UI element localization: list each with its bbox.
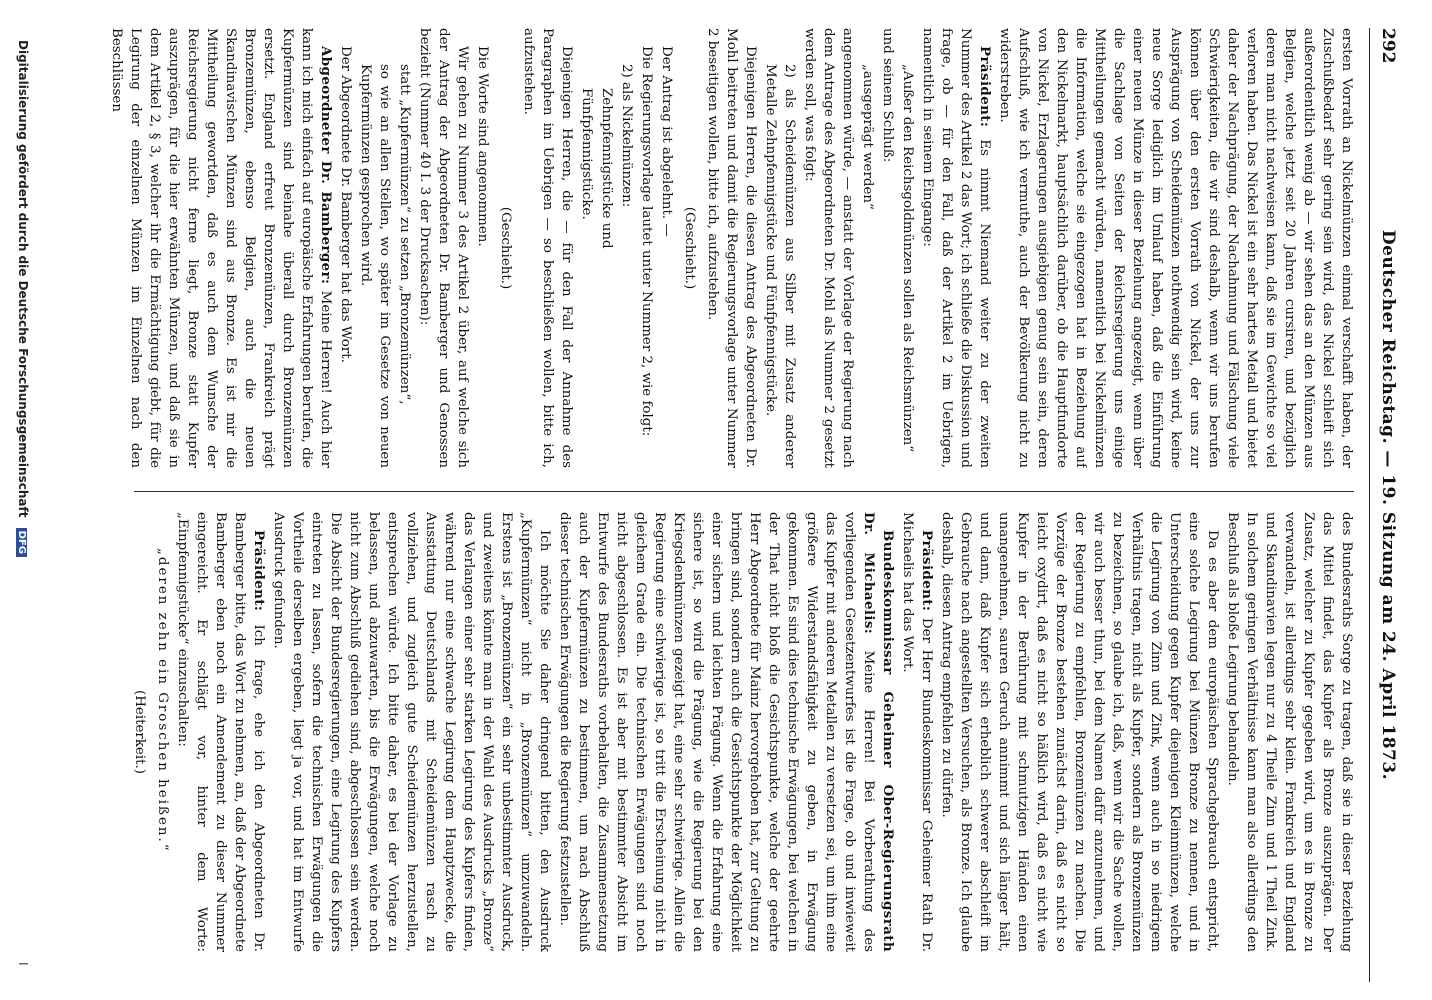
- paragraph: [107, 28, 335, 468]
- quotation: statt „Kupfermünzen“ zu setzen „Bronzemünzen“,: [397, 64, 412, 405]
- paragraph: angenommen würde, — anstatt der Vorlage der Regierung nach dem Antrage des Abgeordneten Dr. Mohl als Nummer 2 gesetzt werden soll, was folgt:: [802, 28, 855, 468]
- stage-direction: (Heiterkeit.): [132, 690, 147, 774]
- quotation: „Außer den Reichsgoldmünzen sollen als Reichsmünzen“: [900, 64, 915, 453]
- list-item: Zehnpfennigstücke und: [599, 88, 614, 249]
- list-item: Fünfpfennigstücke.: [579, 88, 594, 220]
- paragraph: [555, 512, 897, 952]
- paragraph: [898, 512, 936, 952]
- paragraph-text: Meine Herren! Auch hier kann ich mich einfach auf europäische Erfahrungen berufen, die Kupfermünzen sind beinahe überall durch Bronzemünzen ersetzt. England erfreut Bronzemünzen, Frankreich prägt Bronzemünzen, ebenso Belgien, auch die neuen Skandinavischen Münzen sind aus Bronze. Es ist mir die Mittheilung gewortden, daß es auch dem Wunsche der Reichsregierung nicht ferne liegt, Bronze statt Kupfer auszuprägen, für die hier erwähnten Münzen, und daß sie in dem Artikel 2, § 3, welcher ihr die Ermächtigung giebt, für die Legirung der einzelnen Münzen im Einzelnen nach den Beschlüssen: [109, 28, 333, 468]
- paragraph: Diejenigen Herren, die diesen Antrag des Abgeordneten Dr. Mohl beitreten und damit die Regierungsvorlage unter Nummer 2 beseitigen wollen, bitte ich, aufzustehen.: [705, 28, 758, 468]
- paragraph: Ich möchte Sie daher dringend bitten, den Ausdruck „Kupfermünzen“ nicht in „Bronzemünzen“ umzuwandeln. Erstens ist „Bronzemünzen“ ein sehr unbestimmter Ausdruck, und zweitens könnte man in der Wahl des Ausdrucks „Bronze“ das Verlangen einer sehr starken Legirung des Kupfers finden, während nur eine schwache Legirung dem Hauptzwecke, die Ausstattung Deutschlands mit Scheidemünzen rasch zu vollziehen, und zugleich gute Scheidemünzen herzustellen, entsprechen würde. Ich bitte daher, es bei der Vorlage zu belassen, und abzuwarten, bis die Erwägungen, welche noch nicht zum Abschluß gediehen sind, abgeschlossen sein werden. Die Absicht der Bundesregierungen, eine Legirung des Kupfers eintreten zu lassen, sofern die technischen Erwägungen die Vortheile derselben ergeben, liegt ja vor, und hat im Entwurfe Ausdruck gefunden.: [271, 512, 552, 952]
- stage-direction: (Geschieht.): [682, 206, 697, 290]
- paragraph-text: Ich frage, ehe ich den Abgeordneten Dr. Bamberger bitte, das Wort zu nehmen, an, daß der Abgeordnete Bamberger eben noch ein Amendement zu dieser Nummer eingereicht. Er schlägt vor, hinter dem Worte: „Einpfennigstücke“ einzuschalten:: [175, 512, 266, 952]
- speaker-name: Präsident:: [251, 530, 267, 612]
- paragraph: des Bundesraths Sorge zu tragen, daß sie in dieser Beziehung das Mittel findet, das Kupfer als Bronze auszuprägen. Der Zusatz, welcher zu Kupfer gegeben wird, um es in Bronze zu verwandeln, ist allerdings sehr klein. Frankreich und England und Skandinavien legen nur zu 4 Theile Zinn und 1 Theil Zink. In solchem geringen Verhältnisse kann man also allerdings den Beschluß als bloße Legirung behandeln.: [1225, 512, 1354, 952]
- paragraph-text: Meine Herren! Bei Vorberathung des vorliegenden Gesetzentwurfes ist die Frage, ob und inwieweit das Kupfer mit anderen Metallen zu versetzen sei, um ihm eine größere Widerstandsfähigkeit zu geben, in Erwägung gekommen. Es sind dies technische Erwägungen, bei welchen in der That nicht bloß die Gesichtspunkte, welche der geehrte Herr Abgeordnete für Mainz hervorgehoben hat, zur Geltung zu bringen sind, sondern auch die Gesichtspunkte der Möglichkeit einer sichern und leichten Prägung. Wenn die Erfahrung eine sichere ist, so wird die Prägung, wie die Regierung bei den Kriegsdenkmünzen gezeigt hat, eine sehr schwierige. Allein die Regierung eine schwierige ist, so tritt die Erscheinung nicht in gleichem Grade ein. Die technischen Erwägungen sind noch nicht abgeschlossen. Es ist aber mit bestimmter Absicht im Entwurfe des Bundesraths vorbehalten, die Zusammensetzung auch der Kupfermünzen zu bestimmen, um nach Abschluß dieser technischen Erwägungen die Regierung festzustellen.: [557, 512, 876, 952]
- paragraph: Wir gehen zu Nummer 3 des Artikel 2 über, auf welche sich der Antrag der Abgeordneten Dr. Bamberger und Genossen bezieht (Nummer 40 I. 3 der Drucksachen):: [417, 28, 470, 468]
- paragraph: [918, 28, 994, 468]
- paragraph: und seinem Schluß:: [880, 28, 895, 163]
- quotation: so wie an allen Stellen, wo später im Gesetze von neuen Kupfermünzen gesprochen wird.: [358, 64, 392, 468]
- paragraph-text: Es nimmt Niemand weiter zu der zweiten Nummer des Artikel 2 das Wort; ich schließe die Diskussion und frage, ob — für den Fall, daß der Artikel 2 im Uebrigen, namentlich in seinem Eingange:: [920, 28, 992, 468]
- paragraph: Der Antrag ist abgelehnt. —: [659, 46, 674, 237]
- dfg-logo: DFG: [16, 528, 27, 557]
- digitization-credit: [16, 40, 30, 940]
- speaker-name: Präsident:: [919, 530, 935, 612]
- paragraph: Da es aber dem europäischen Sprachgebrauch entspricht, eine solche Legirung bei Münzen Bronze zu nennen, und in Unterscheidung gegen Kupfer diejenigen Kleinmünzen, welche die Legirung von Zinn und Zink, wenn auch in so niedrigem Verhältnis tragen, nicht als Kupfer, sondern als Bronzemünzen zu bezeichnen, so glaube ich, daß, wenn wir die Sache wollen, wir auch besser thun, bei dem Namen dafür anzunehmen, und der Regierung zu empfehlen, Bronzemünzen zu machen. Die Vorzüge der Bronze bestehen zunächst darin, daß es nicht so leicht oxydirt, daß es nicht so häßlich wird, daß es nicht wie Kupfer in der Berührung mit schmutzigen Händen einen unangenehmen, sauren Geruch annimmt und sich länger hält, und dann, daß Kupfer sich erheblich schwerer abschleift im Gebrauche nach angestellten Versuchen, als Bronze. Ich glaube deshalb, diesen Antrag empfehlen zu dürfen.: [939, 512, 1220, 952]
- paragraph-text: Der Herr Bundeskommissar Geheimer Rath Dr. Michaelis hat das Wort.: [900, 512, 934, 952]
- list-item: 2) als Scheidemünzen aus Silber mit Zusatz anderer Metalle Zehnpfennigstücke und Fünfpfennigstücke.: [763, 64, 797, 468]
- margin-mark: I: [16, 962, 30, 966]
- left-column: [46, 28, 1356, 468]
- column-divider: [134, 491, 1354, 492]
- paragraph: ersten Vorrath an Nickelmünzen einmal verschafft haben, der Zuschußbedarf sehr gering sein wird, das Nickel schleift sich außerordentlich wenig ab — wir sehen das an den Münzen aus Belgien, welche jetzt seit 20 Jahren cursiren, und bezüglich deren man nicht nachweisen kann, daß sie im Gewichte so viel verloren haben. Das Nickel ist ein sehr hartes Metall und bietet daher der Nachprägung, der Nachahmung und Fälschung viele Schwierigkeiten, die wir sind deshalb, wenn wir uns berufen können über den ersten Vorrath von Nickel, der uns zur Ausprägung von Scheidemünzen nothwendig sein wird, keine neue Sorge lediglich im Umlauf haben, daß die Einführung einer neuen Münze in dieser Beziehung angezeigt, wenn über die Sachlage von Seiten der Reichsregierung uns einige Mittheilungen gemacht würden, namentlich bei Nickelmünzen die Information, welche sie eingezogen hat in Beziehung auf den Nickelmarkt, hauptsächlich darüber, ob die Hauptfundorte von Nickel, Erzlagerungen ausgiebigen genug sein sein, deren Aufschluß, wie ich vermuthe, auch der Bevölkerung nicht zu widerstreben.: [997, 28, 1354, 468]
- page-header: [1369, 28, 1404, 982]
- speaker-name: Abgeordneter Dr. Bamberger:: [318, 46, 334, 285]
- speaker-name: Präsident:: [977, 46, 993, 128]
- paragraph: Diejenigen Herren, die — für den Fall der Annahme des Paragraphen im Uebrigen — so beschließen wollen, bitte ich, aufzustehen.: [521, 28, 574, 468]
- right-column: [46, 512, 1356, 952]
- stage-direction: (Geschieht.): [498, 206, 513, 290]
- list-item: 2) als Nickelmünzen:: [619, 64, 634, 208]
- paragraph: Die Worte sind angenommen.: [475, 46, 490, 247]
- paragraph: Die Regierungsvorlage lautet unter Nummer 2, wie folgt:: [639, 46, 654, 437]
- speaker-name: Bundeskommissar Geheimer Ober-Regierungsrath Dr. Michaelis:: [861, 512, 896, 952]
- quotation: „deren zehn ein Groschen heißen.“: [155, 548, 170, 853]
- page-number: 292: [1378, 28, 1398, 64]
- credit-text: Digitalisierung gefördert durch die Deutsche Forschungsgemeinschaft: [16, 40, 30, 518]
- page-title: Deutscher Reichstag. — 19. Sitzung am 24. April 1873.: [1378, 229, 1398, 781]
- quotation: „ausgeprägt werden“: [860, 64, 875, 210]
- paragraph: [173, 512, 268, 952]
- paragraph: Der Abgeordnete Dr. Bamberger hat das Wort.: [338, 46, 353, 363]
